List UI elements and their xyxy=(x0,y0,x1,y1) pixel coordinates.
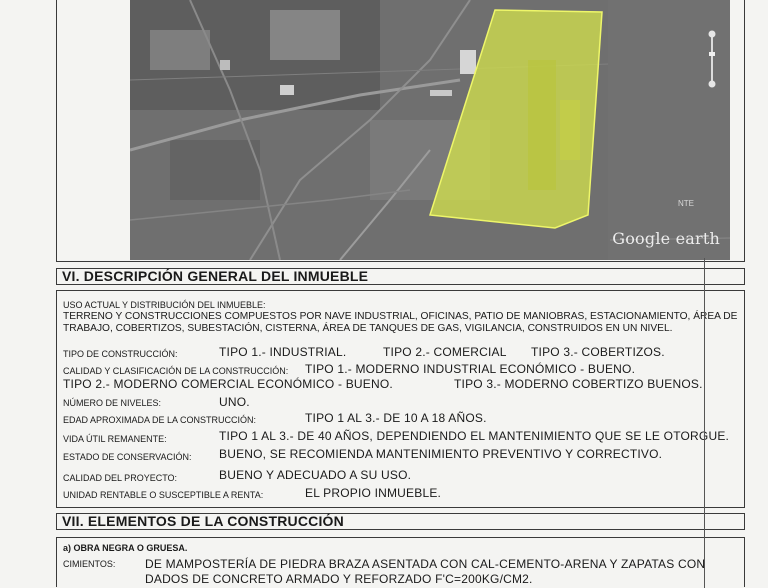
aerial-photo xyxy=(130,0,730,260)
edad-label: EDAD APROXIMADA DE LA CONSTRUCCIÓN: xyxy=(63,415,257,425)
uso-line-1: TERRENO Y CONSTRUCCIONES COMPUESTOS POR NAVE INDUSTRIAL, OFICINAS, PATIO DE MANIOBRAS, ESTACIONAMIENTO, ÁREA DE xyxy=(63,311,738,322)
satellite-image xyxy=(130,0,730,260)
proyecto-value: BUENO Y ADECUADO A SU USO. xyxy=(219,468,412,482)
vida-value: TIPO 1 AL 3.- DE 40 AÑOS, DEPENDIENDO EL MANTENIMIENTO QUE SE LE OTORGUE. xyxy=(219,429,730,443)
cimientos-label: CIMIENTOS: xyxy=(63,559,116,569)
north-indicator: NTE xyxy=(678,199,694,208)
uso-line-2: TRABAJO, COBERTIZOS, SUBESTACIÓN, CISTERNA, ÁREA DE TANQUES DE GAS, VIGILANCIA, CONSTRUIDOS EN UN NIVEL. xyxy=(63,323,673,334)
tipo-3: TIPO 3.- COBERTIZOS. xyxy=(531,345,665,359)
niveles-value: UNO. xyxy=(219,395,250,409)
tipo-label: TIPO DE CONSTRUCCIÓN: xyxy=(63,349,178,359)
estado-label: ESTADO DE CONSERVACIÓN: xyxy=(63,452,192,462)
rentable-label: UNIDAD RENTABLE O SUSCEPTIBLE A RENTA: xyxy=(63,490,264,500)
section-7-title: VII. ELEMENTOS DE LA CONSTRUCCIÓN xyxy=(56,513,745,530)
cimientos-line-2: DADOS DE CONCRETO ARMADO Y REFORZADO F'C=200KG/CM2. xyxy=(145,572,533,586)
cimientos-line-1: DE MAMPOSTERÍA DE PIEDRA BRAZA ASENTADA CON CAL-CEMENTO-ARENA Y ZAPATAS CON xyxy=(145,557,706,571)
tipo-1: TIPO 1.- INDUSTRIAL. xyxy=(219,345,347,359)
uso-label: USO ACTUAL Y DISTRIBUCIÓN DEL INMUEBLE: xyxy=(63,300,266,310)
zoom-control[interactable] xyxy=(708,30,716,88)
niveles-label: NÚMERO DE NIVELES: xyxy=(63,398,162,408)
calidad-2: TIPO 2.- MODERNO COMERCIAL ECONÓMICO - BUENO. xyxy=(63,377,393,391)
photo-brand: Google earth xyxy=(612,229,720,248)
vida-label: VIDA ÚTIL REMANENTE: xyxy=(63,434,167,444)
section-6-title: VI. DESCRIPCIÓN GENERAL DEL INMUEBLE xyxy=(56,268,745,285)
scan-line-artifact xyxy=(704,258,705,588)
calidad-label: CALIDAD Y CLASIFICACIÓN DE LA CONSTRUCCIÓN: xyxy=(63,366,289,376)
estado-value: BUENO, SE RECOMIENDA MANTENIMIENTO PREVENTIVO Y CORRECTIVO. xyxy=(219,447,663,461)
tipo-2: TIPO 2.- COMERCIAL xyxy=(383,345,507,359)
edad-value: TIPO 1 AL 3.- DE 10 A 18 AÑOS. xyxy=(305,411,487,425)
obra-label: a) OBRA NEGRA O GRUESA. xyxy=(63,543,188,553)
calidad-3: TIPO 3.- MODERNO COBERTIZO BUENOS. xyxy=(454,377,703,391)
calidad-1: TIPO 1.- MODERNO INDUSTRIAL ECONÓMICO - BUENO. xyxy=(305,362,636,376)
rentable-value: EL PROPIO INMUEBLE. xyxy=(305,486,442,500)
proyecto-label: CALIDAD DEL PROYECTO: xyxy=(63,473,178,483)
